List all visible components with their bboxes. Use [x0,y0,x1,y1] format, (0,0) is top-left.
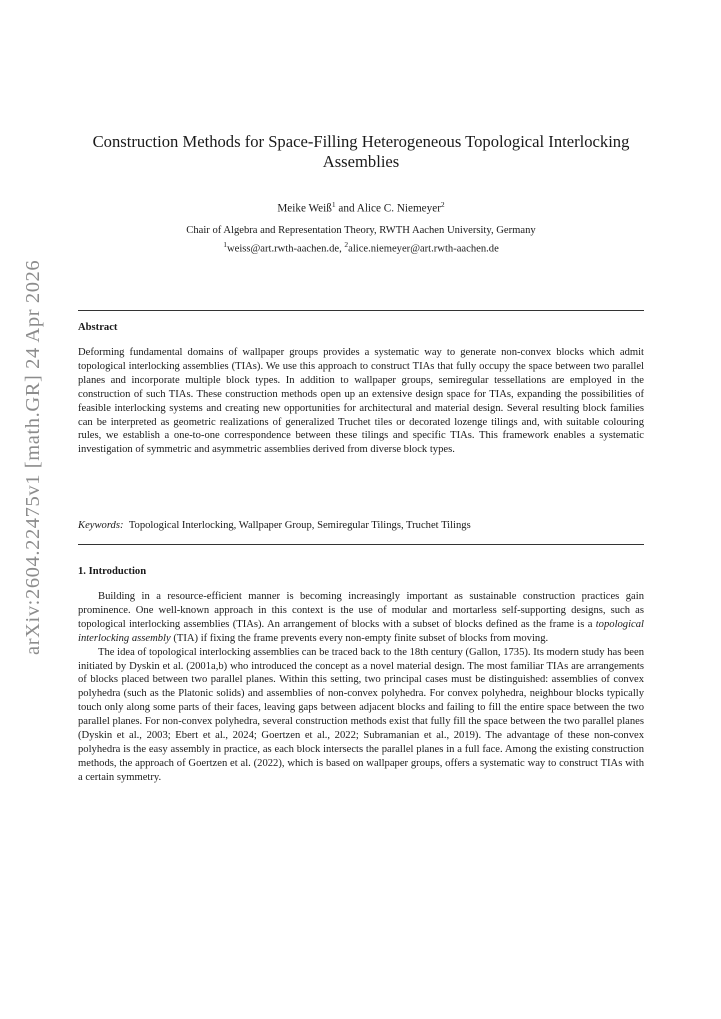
paper-title: Construction Methods for Space-Filling Heterogeneous Topological Interlocking Assemblies [92,132,630,171]
paragraph-text: Building in a resource-efficient manner is becoming increasingly important as sustainable construction practices gain prominence. One well-known approach in this context is the use of modular and mortarless self-supporting designs, such as topological interlocking assemblies (TIAs). An arrangement of blocks with a subset of blocks defined as the frame is a [78,591,644,630]
paragraph [78,590,644,646]
keywords-label: Keywords: [78,520,124,531]
email-line [78,238,644,257]
introduction-body [78,590,644,785]
divider-top [78,310,644,311]
divider-bottom [78,544,644,545]
emphasized-term: topological interlocking assembly [78,618,644,644]
keywords-line [78,519,644,533]
email-address: alice.niemeyer@art.rwth-aachen.de [348,243,499,255]
email-address: weiss@art.rwth-aachen.de, [226,243,345,255]
email-superscript: 1 [223,240,227,249]
section-heading-introduction: 1. Introduction [78,566,147,577]
paragraph: The idea of topological interlocking assemblies can be traced back to the 18th century (Gallon, 1735). Its modern study has been initiated by Dyskin et al. (2001a,b) who introduced the concept as a novel material design. The most familiar TIAs are arrangements of blocks placed between two parallel planes. Within this setting, two principal cases must be distinguished: assemblies of convex polyhedra (such as the Platonic solids) and assemblies of non-convex polyhedra. For convex polyhedra, neighbour blocks typically touch only along some parts of their faces, leaving gaps between adjacent blocks and failing to fill the entire space between the two parallel planes. For non-convex polyhedra, several construction methods exist that fully fill the space between the two parallel planes (Dyskin et al., 2003; Ebert et al., 2024; Goertzen et al., 2022; Subramanian et al., 2019). The advantage of these non-convex polyhedra is the easy assembly in practice, as each block intersects the parallel planes in a full face. Among the existing construction methods, the approach of Goertzen et al. (2022), which is based on wallpaper groups, offers a systematic way to construct TIAs with a certain symmetry. [78,646,644,783]
affiliation-line: Chair of Algebra and Representation Theory, RWTH Aachen University, Germany [186,225,536,236]
abstract-heading: Abstract [78,322,118,333]
author-name: Meike Weiß [277,202,332,215]
email-superscript: 2 [344,240,349,249]
author-superscript: 2 [440,200,445,209]
affiliation-block [78,224,644,257]
abstract-text: Deforming fundamental domains of wallpaper groups provides a systematic way to generate non-convex blocks which admit topological interlocking assemblies (TIAs). We use this approach to construct TIAs that fully occupy the space between two parallel planes and incorporate multiple block types. In addition to wallpaper groups, semiregular tessellations are employed in the construction of such TIAs. These construction methods open up an extensive design space for TIAs, expanding the possibilities of feasible interlocking systems and creating new opportunities for architectural and material design. Several resulting block families can be interpreted as geometric realizations of generalized Truchet tiles or decorated lozenge tilings and, with suitable colouring rules, we establish a one-to-one correspondence between these tilings and specific TIAs. This framework enables a systematic investigation of symmetric and asymmetric assemblies derived from diverse block types. [78,347,644,456]
paragraph-text: (TIA) if fixing the frame prevents every non-empty finite subset of blocks from moving. [170,632,549,644]
keywords-text: Topological Interlocking, Wallpaper Group, Semiregular Tilings, Truchet Tilings [128,520,471,531]
author-line [78,198,644,216]
author-name: Alice C. Niemeyer [356,202,441,215]
author-conjunction: and [335,202,357,215]
arxiv-identifier-stamp: arXiv:2604.22475v1 [math.GR] 24 Apr 2026 [22,259,44,655]
author-superscript: 1 [331,200,336,209]
